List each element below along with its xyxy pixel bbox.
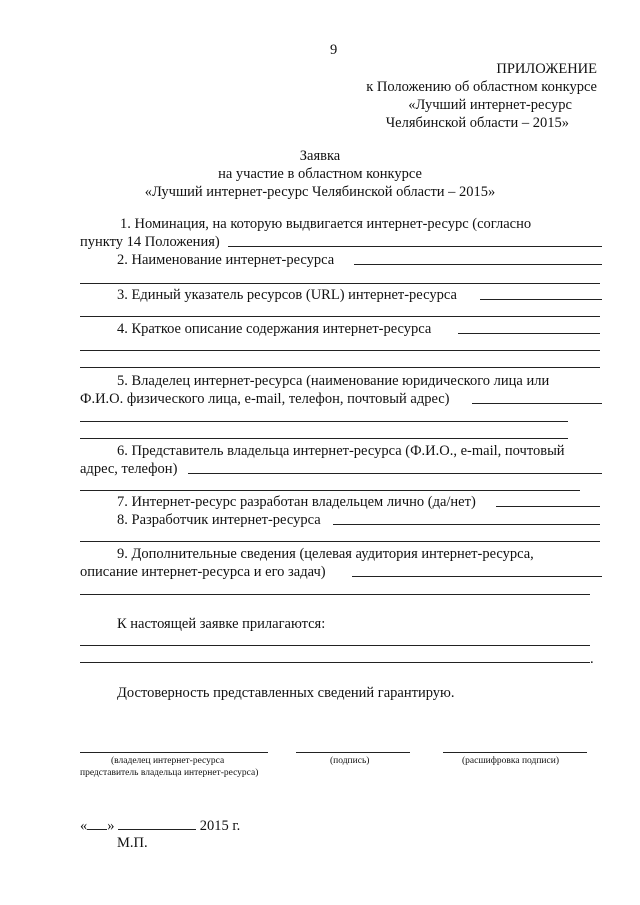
- date-year: 2015 г.: [199, 818, 241, 834]
- item-2-field[interactable]: [354, 264, 602, 265]
- item-5-field[interactable]: [472, 403, 602, 404]
- item-6-text: 6. Представитель владельца интернет-ресурса (Ф.И.О., e-mail, почтовый: [117, 443, 565, 459]
- item-9-field[interactable]: [352, 576, 602, 577]
- decode-line[interactable]: [443, 752, 587, 753]
- date-close-quote: »: [107, 818, 115, 834]
- sign-label: (подпись): [330, 756, 370, 766]
- item-1-text-cont: пункту 14 Положения): [80, 234, 220, 250]
- item-3-field-extra[interactable]: [80, 316, 600, 317]
- item-2-field-extra[interactable]: [80, 283, 600, 284]
- attachments-field-1[interactable]: [80, 645, 590, 646]
- form-contest-name: «Лучший интернет-ресурс Челябинской области – 2015»: [144, 184, 496, 200]
- appendix-line-3: «Лучший интернет-ресурс: [408, 97, 572, 113]
- item-5-field-extra-2[interactable]: [80, 438, 568, 439]
- item-6-text-cont: адрес, телефон): [80, 461, 178, 477]
- item-8-field[interactable]: [333, 524, 600, 525]
- item-2-text: 2. Наименование интернет-ресурса: [117, 252, 335, 268]
- item-9-text-cont: описание интернет-ресурса и его задач): [80, 564, 326, 580]
- date-day-field[interactable]: [87, 816, 107, 830]
- stamp-label: М.П.: [117, 835, 148, 851]
- guarantee-text: Достоверность представленных сведений гарантирую.: [117, 685, 455, 701]
- sign-line[interactable]: [296, 752, 410, 753]
- item-9-text: 9. Дополнительные сведения (целевая аудитория интернет-ресурса,: [117, 546, 534, 562]
- appendix-line-2: к Положению об областном конкурсе: [366, 79, 597, 95]
- item-4-field-extra-1[interactable]: [80, 350, 600, 351]
- item-6-field[interactable]: [188, 473, 602, 474]
- appendix-line-4: Челябинской области – 2015»: [385, 115, 569, 131]
- item-5-text: 5. Владелец интернет-ресурса (наименование юридического лица или: [117, 373, 550, 389]
- item-5-field-extra-1[interactable]: [80, 421, 568, 422]
- owner-label-2: представитель владельца интернет-ресурса): [80, 768, 259, 778]
- date-month-field[interactable]: [118, 816, 196, 830]
- item-8-field-extra[interactable]: [80, 541, 600, 542]
- attachments-end-mark: .: [590, 651, 594, 667]
- page-number: 9: [330, 42, 338, 58]
- form-subtitle: на участие в областном конкурсе: [218, 166, 422, 182]
- item-3-field[interactable]: [480, 299, 602, 300]
- appendix-title: ПРИЛОЖЕНИЕ: [496, 61, 597, 77]
- form-title: Заявка: [299, 148, 341, 164]
- item-6-field-extra[interactable]: [80, 490, 580, 491]
- item-3-text: 3. Единый указатель ресурсов (URL) интернет-ресурса: [117, 287, 457, 303]
- item-1-field[interactable]: [228, 246, 602, 247]
- date-line: [80, 816, 240, 835]
- item-8-text: 8. Разработчик интернет-ресурса: [117, 512, 321, 528]
- item-7-field[interactable]: [496, 506, 600, 507]
- owner-signature-line[interactable]: [80, 752, 268, 753]
- attachments-field-2[interactable]: [80, 662, 590, 663]
- item-4-field-extra-2[interactable]: [80, 367, 600, 368]
- item-4-field[interactable]: [458, 333, 600, 334]
- attachments-label: К настоящей заявке прилагаются:: [117, 616, 326, 632]
- owner-label-1: (владелец интернет-ресурса: [111, 756, 225, 766]
- item-1-text: 1. Номинация, на которую выдвигается интернет-ресурс (согласно: [120, 216, 532, 232]
- item-7-text: 7. Интернет-ресурс разработан владельцем лично (да/нет): [117, 494, 476, 510]
- decode-label: (расшифровка подписи): [462, 756, 559, 766]
- date-open-quote: «: [80, 818, 88, 834]
- item-4-text: 4. Краткое описание содержания интернет-ресурса: [117, 321, 432, 337]
- item-5-text-cont: Ф.И.О. физического лица, e-mail, телефон, почтовый адрес): [80, 391, 450, 407]
- item-9-field-extra[interactable]: [80, 594, 590, 595]
